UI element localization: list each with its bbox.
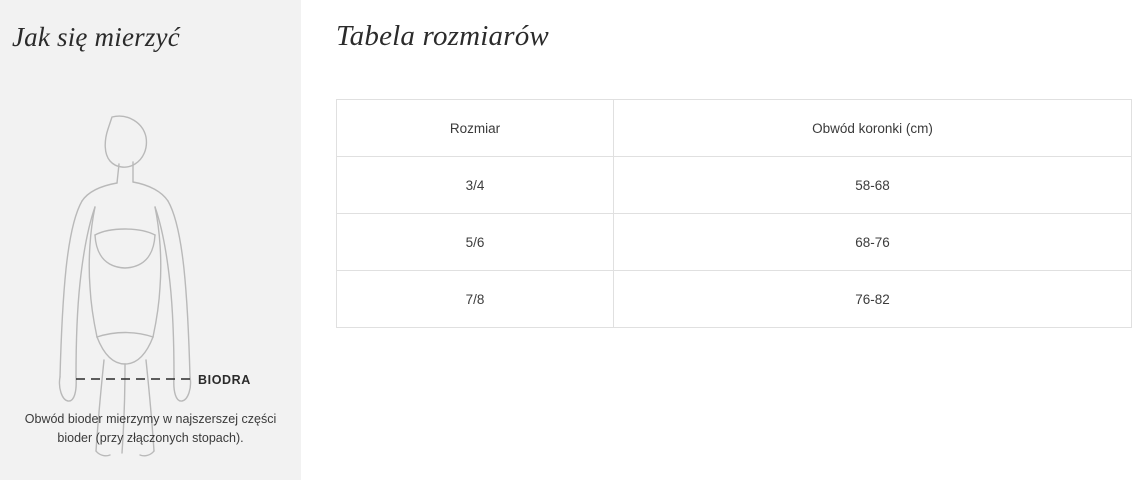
hip-measure-label: BIODRA	[198, 373, 251, 387]
body-figure-illustration	[0, 55, 301, 385]
table-row	[337, 271, 1132, 328]
how-to-measure-panel	[0, 0, 301, 480]
cell-circumference: 68-76	[614, 214, 1132, 271]
column-header-lace-circumference: Obwód koronki (cm)	[614, 100, 1132, 157]
table-row	[337, 214, 1132, 271]
size-table	[336, 99, 1132, 328]
cell-size: 7/8	[337, 271, 614, 328]
measure-caption: Obwód bioder mierzymy w najszerszej części bioder (przy złączonych stopach).	[24, 412, 277, 445]
cell-circumference: 76-82	[614, 271, 1132, 328]
size-table-panel	[301, 0, 933, 480]
table-row	[337, 157, 1132, 214]
cell-size: 5/6	[337, 214, 614, 271]
size-table-title: Tabela rozmiarów	[336, 20, 549, 52]
cell-circumference: 58-68	[614, 157, 1132, 214]
cell-size: 3/4	[337, 157, 614, 214]
how-to-measure-title: Jak się mierzyć	[12, 22, 180, 52]
column-header-size: Rozmiar	[337, 100, 614, 157]
table-header-row	[337, 100, 1132, 157]
